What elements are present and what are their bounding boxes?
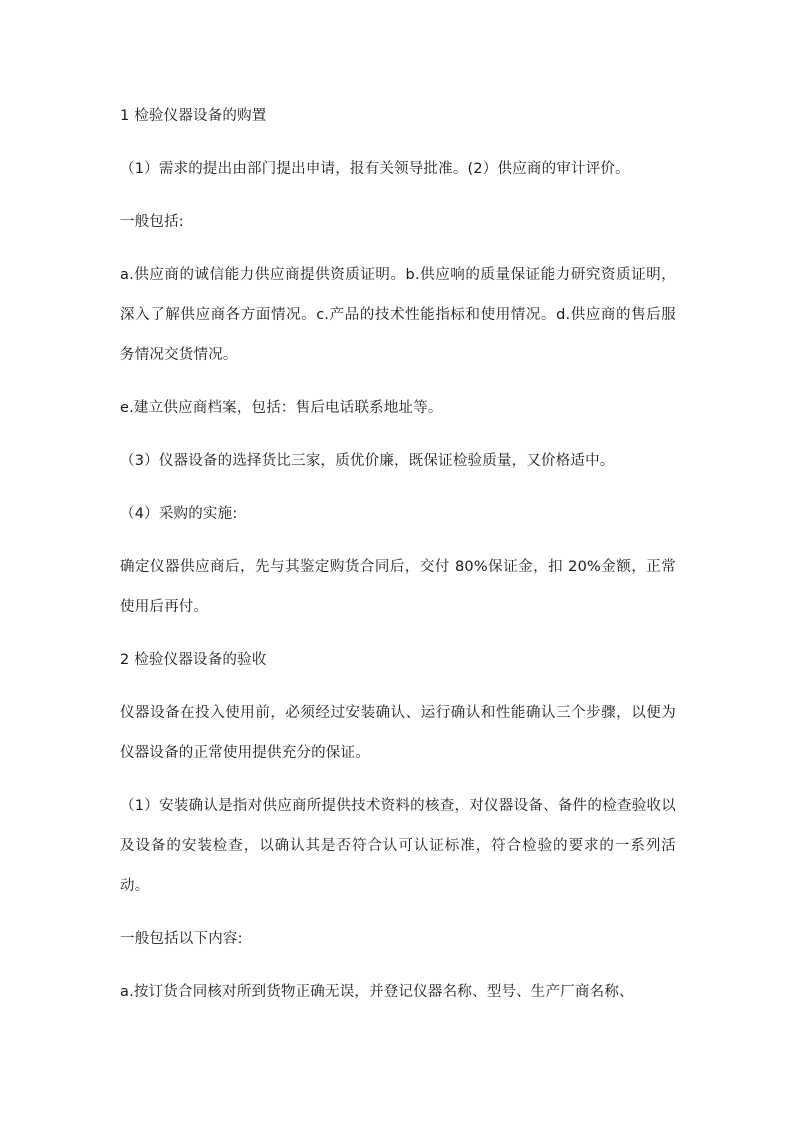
paragraph-equipment-selection: （3）仪器设备的选择货比三家，质优价廉，既保证检验质量，又价格适中。 [120,453,615,469]
paragraph-installation-confirmation: （1）安装确认是指对供应商所提供技术资料的核查，对仪器设备、备件的检查验收以及设备的安装检查，以确认其是否符合认可认证标准，符合检验的要求的一系列活动。 [120,798,676,894]
paragraph-demand-and-audit: （1）需求的提出由部门提出申请，报有关领导批准。(2）供应商的审计评价。 [120,161,630,177]
section-heading-purchase: 1 检验仪器设备的购置 [120,108,267,124]
paragraph-payment-terms: 确定仪器供应商后，先与其鉴定购货合同后，交付 80%保证金，扣 20%金额，正常使用后再付。 [120,559,676,615]
section-heading-acceptance: 2 检验仪器设备的验收 [120,652,267,668]
paragraph-generally-includes: 一般包括: [120,214,184,230]
paragraph-supplier-archive: e.建立供应商档案，包括：售后电话联系地址等。 [120,400,443,416]
paragraph-procurement-implementation: （4）采购的实施: [120,506,238,522]
paragraph-generally-includes-following: 一般包括以下内容: [120,931,243,947]
paragraph-order-verification: a.按订货合同核对所到货物正确无误，并登记仪器名称、型号、生产厂商名称、 [120,984,634,1000]
paragraph-supplier-evaluation: a.供应商的诚信能力供应商提供资质证明。b.供应响的质量保证能力研究资质证明，深入了解供应商各方面情况。c.产品的技术性能指标和使用情况。d.供应商的售后服务情况交货情况。 [120,267,676,363]
document-body [120,96,676,1012]
paragraph-acceptance-steps: 仪器设备在投入使用前，必须经过安装确认、运行确认和性能确认三个步骤，以便为仪器设备的正常使用提供充分的保证。 [120,705,676,761]
